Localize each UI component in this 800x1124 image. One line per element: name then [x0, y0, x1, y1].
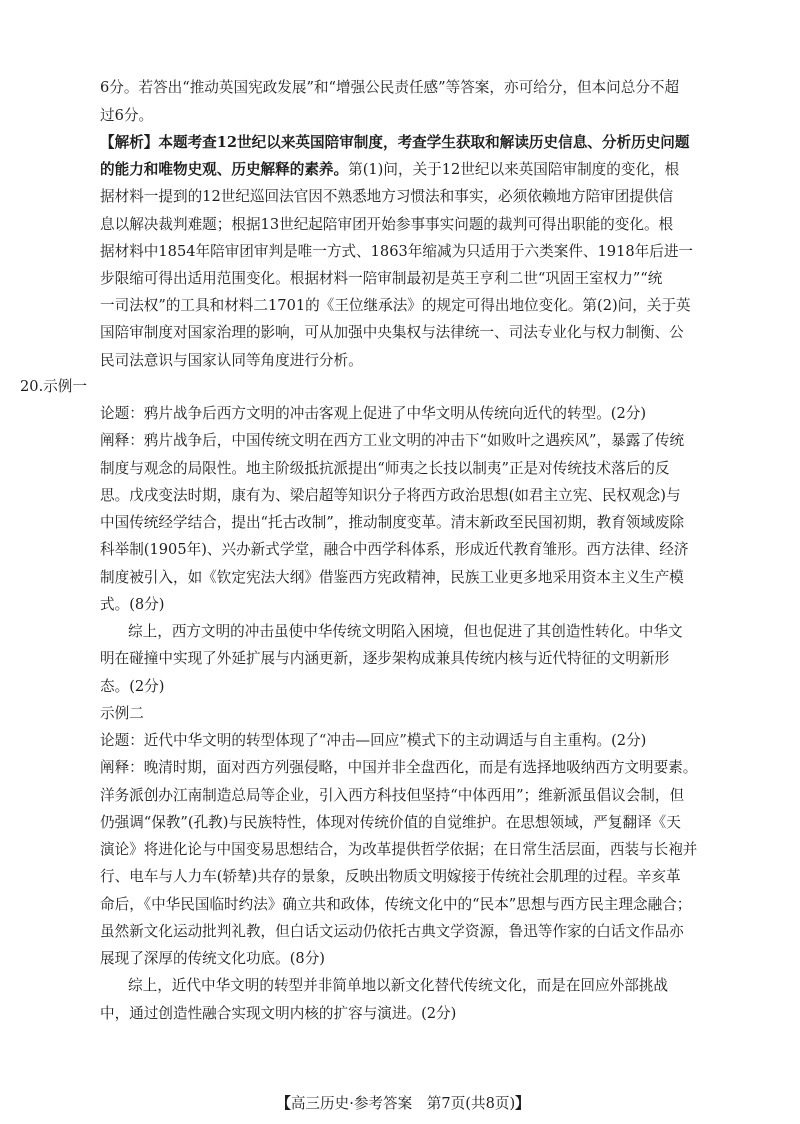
text-line: [128, 622, 683, 642]
text-segment: 第(1)问，关于12世纪以来英国陪审制度的变化，根: [348, 161, 680, 178]
text-segment: 思。戊戌变法时期，康有为、梁启超等知识分子将西方政治思想(如君主立宪、民权观念)与: [100, 487, 681, 504]
text-line: [100, 106, 153, 126]
text-segment: 据材料一提到的12世纪巡回法官因不熟悉地方习惯法和事实，必须依赖地方陪审团提供信: [100, 188, 674, 205]
text-segment: 制度被引入，如《钦定宪法大纲》借鉴西方宪政精神，民族工业更多地采用资本主义生产模: [100, 569, 684, 586]
text-line: [100, 758, 697, 778]
text-segment: 步限缩可得出适用范围变化。根据材料一陪审制最初是英王亨利二世“巩固王室权力”“统: [100, 270, 663, 287]
text-line: [100, 459, 670, 479]
text-segment: 命后，《中华民国临时约法》确立共和政体，传统文化中的“民本”思想与西方民主理念融合；: [100, 896, 692, 913]
text-segment: 虽然新文化运动批判礼教，但白话文运动仍依托古典文学资源，鲁迅等作家的白话文作品亦: [100, 923, 684, 940]
footer-bracket-open: 【: [276, 1095, 291, 1112]
text-line: [100, 215, 673, 235]
text-line: [100, 187, 673, 207]
text-line: [100, 949, 325, 969]
text-line: [100, 513, 684, 533]
text-line: [100, 486, 681, 506]
text-segment: 态。(2分): [100, 678, 165, 695]
text-line: [100, 404, 646, 424]
text-line: [100, 296, 691, 316]
text-segment: 论题：鸦片战争后西方文明的冲击客观上促进了中华文明从传统向近代的转型。(2分): [100, 405, 647, 422]
text-line: [100, 323, 684, 343]
text-line: [100, 269, 662, 289]
text-line: [128, 976, 668, 996]
text-line: [100, 895, 691, 915]
text-line: [100, 677, 164, 697]
text-line: [100, 242, 693, 262]
text-segment: 阐释：鸦片战争后，中国传统文明在西方工业文明的冲击下“如败叶之遇疾风”，暴露了传统: [100, 432, 685, 449]
text-line: [100, 78, 679, 98]
text-segment: 制度与观念的局限性。地主阶级抵抗派提出“师夷之长技以制夷”正是对传统技术落后的反: [100, 460, 670, 477]
text-segment: 综上，西方文明的冲击虽使中华传统文明陷入困境，但也促进了其创造性转化。中华文: [128, 623, 683, 640]
text-line: [100, 595, 164, 615]
text-line: [100, 540, 689, 560]
text-line: [20, 377, 87, 397]
text-segment: 中，通过创造性融合实现文明内核的扩容与演进。(2分): [100, 1005, 457, 1022]
text-line: [100, 1004, 456, 1024]
text-segment: 据材料中1854年陪审团审判是唯一方式、1863年缩减为只适用于六类案件、1918年后进一: [100, 243, 694, 260]
text-segment: 科举制(1905年)、兴办新式学堂，融合中西学科体系，形成近代教育雏形。西方法律、经济: [100, 541, 689, 558]
text-line: [100, 568, 684, 588]
text-line: [100, 160, 679, 180]
page-footer: [258, 1094, 548, 1114]
text-line: [100, 867, 681, 887]
text-segment: 20.示例一: [20, 378, 87, 395]
footer-text: 高三历史·参考答案 第7页(共8页): [290, 1095, 516, 1112]
text-segment: 式。(8分): [100, 596, 165, 613]
text-segment: 一司法权”的工具和材料二1701的《王位继承法》的规定可得出地位变化。第(2)问，关于英: [100, 297, 691, 314]
text-line: [100, 649, 669, 669]
text-line: [100, 813, 681, 833]
text-segment: 仍强调“保教”(孔教)与民族特性，体现对传统价值的自觉维护。在思想领域，严复翻译《天: [100, 814, 681, 831]
text-segment: 综上，近代中华文明的转型并非简单地以新文化替代传统文化，而是在回应外部挑战: [128, 977, 668, 994]
text-line: [100, 133, 689, 153]
text-segment: 展现了深厚的传统文化功底。(8分): [100, 950, 325, 967]
text-segment: 阐释：晚清时期，面对西方列强侵略，中国并非全盘西化，而是有选择地吸纳西方文明要素。: [100, 759, 698, 776]
text-segment: 中国传统经学结合，提出“托古改制”，推动制度变革。清末新政至民国初期，教育领域废除: [100, 514, 685, 531]
text-segment: 行、电车与人力车(轿辇)共存的景象，反映出物质文明嫁接于传统社会肌理的过程。辛亥革: [100, 868, 681, 885]
footer-bracket-close: 】: [515, 1095, 530, 1112]
text-segment: 论题：近代中华文明的转型体现了“冲击—回应”模式下的主动调适与自主重构。(2分): [100, 732, 647, 749]
text-segment: 过6分。: [100, 107, 154, 124]
text-segment: 示例二: [100, 705, 144, 722]
text-segment: 6分。若答出“推动英国宪政发展”和“增强公民责任感”等答案，亦可给分，但本问总分不超: [100, 79, 680, 96]
bold-text-segment: 【解析】本题考查12世纪以来英国陪审制度，考查学生获取和解读历史信息、分析历史问题: [100, 134, 690, 151]
text-segment: 民司法意识与国家认同等角度进行分析。: [100, 352, 363, 369]
text-line: [100, 731, 646, 751]
text-segment: 明在碰撞中实现了外延扩展与内涵更新，逐步架构成兼具传统内核与近代特征的文明新形: [100, 650, 670, 667]
text-line: [100, 351, 363, 371]
text-line: [100, 840, 697, 860]
text-line: [100, 922, 684, 942]
text-line: [100, 431, 684, 451]
text-line: [100, 704, 144, 724]
bold-text-segment: 的能力和唯物史观、历史解释的素养。: [100, 161, 349, 178]
text-line: [100, 786, 684, 806]
text-segment: 洋务派创办江南制造总局等企业，引入西方科技但坚持“中体西用”；维新派虽倡议会制，但: [100, 787, 685, 804]
text-segment: 国陪审制度对国家治理的影响，可从加强中央集权与法律统一、司法专业化与权力制衡、公: [100, 324, 684, 341]
text-segment: 演论》将进化论与中国变易思想结合，为改革提供哲学依据；在日常生活层面，西装与长袍并: [100, 841, 698, 858]
text-segment: 息以解决裁判难题；根据13世纪起陪审团开始参事事实问题的裁判可得出职能的变化。根: [100, 216, 674, 233]
